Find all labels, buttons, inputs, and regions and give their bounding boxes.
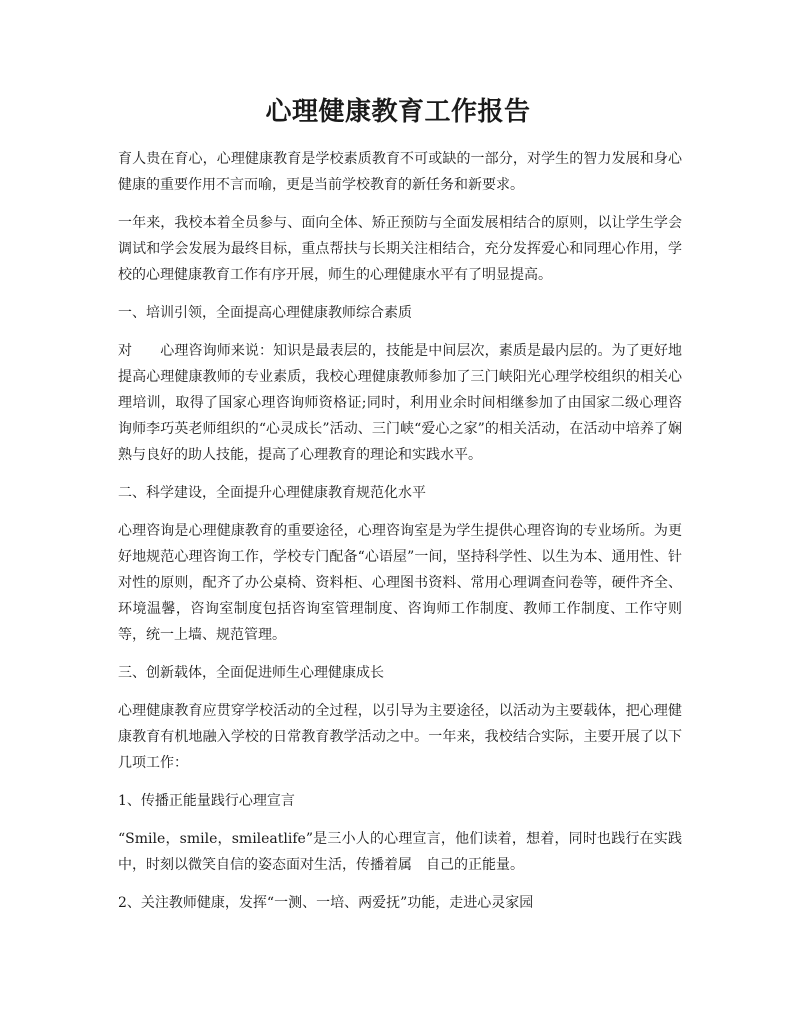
subsection-heading-2: 2、关注教师健康，发挥“一测、一培、两爱抚”功能，走进心灵家园 xyxy=(118,895,534,911)
section-heading-3: 三、创新载体，全面促进师生心理健康成长 xyxy=(118,665,384,681)
subsection-heading-1: 1、传播正能量践行心理宣言 xyxy=(118,793,295,809)
section-heading-2: 二、科学建设，全面提升心理健康教育规范化水平 xyxy=(118,485,426,501)
paragraph-counseling-room: 心理咨询是心理健康教育的重要途径，心理咨询室是为学生提供心理咨询的专业场所。为更好地规范心理咨询工作，学校专门配备“心语屋”一间，坚持科学性、以生为本、通用性、针对性的原则，配齐了办公桌椅、资料柜、心理图书资料、常用心理调查问卷等，硬件齐全、环境温馨，咨询室制度包括咨询室管理制度、咨询师工作制度、教师工作制度、工作守则等，统一上墙、规范管理。 xyxy=(118,523,682,643)
section-heading-1: 一、培训引领，全面提高心理健康教师综合素质 xyxy=(118,305,412,321)
paragraph-overview: 一年来，我校本着全员参与、面向全体、矫正预防与全面发展相结合的原则，以让学生学会调试和学会发展为最终目标，重点帮扶与长期关注相结合，充分发挥爱心和同理心作用，学校的心理健康教育工作有序开展，师生的心理健康水平有了明显提高。 xyxy=(118,215,682,283)
paragraph-declaration: “Smile，smile，smileatlife”是三小人的心理宣言，他们读着，想着，同时也践行在实践中，时刻以微笑自信的姿态面对生活，传播着属 自己的正能量。 xyxy=(118,831,682,873)
paragraph-intro: 育人贵在育心，心理健康教育是学校素质教育不可或缺的一部分，对学生的智力发展和身心健康的重要作用不言而喻，更是当前学校教育的新任务和新要求。 xyxy=(118,151,682,193)
document-title: 心理健康教育工作报告 xyxy=(265,97,531,127)
paragraph-training: 对 心理咨询师来说：知识是最表层的，技能是中间层次，素质是最内层的。为了更好地提高心理健康教师的专业素质，我校心理健康教师参加了三门峡阳光心理学校组织的相关心理培训，取得了国家心理咨询师资格证;同时，利用业余时间相继参加了由国家二级心理咨询师李巧英老师组织的“心灵成长”活动、三门峡“爱心之家”的相关活动，在活动中培养了娴熟与良好的助人技能，提高了心理教育的理论和实践水平。 xyxy=(118,343,682,463)
document-body xyxy=(118,146,682,928)
paragraph-activities: 心理健康教育应贯穿学校活动的全过程，以引导为主要途径，以活动为主要载体，把心理健康教育有机地融入学校的日常教育教学活动之中。一年来，我校结合实际，主要开展了以下几项工作： xyxy=(118,703,682,771)
